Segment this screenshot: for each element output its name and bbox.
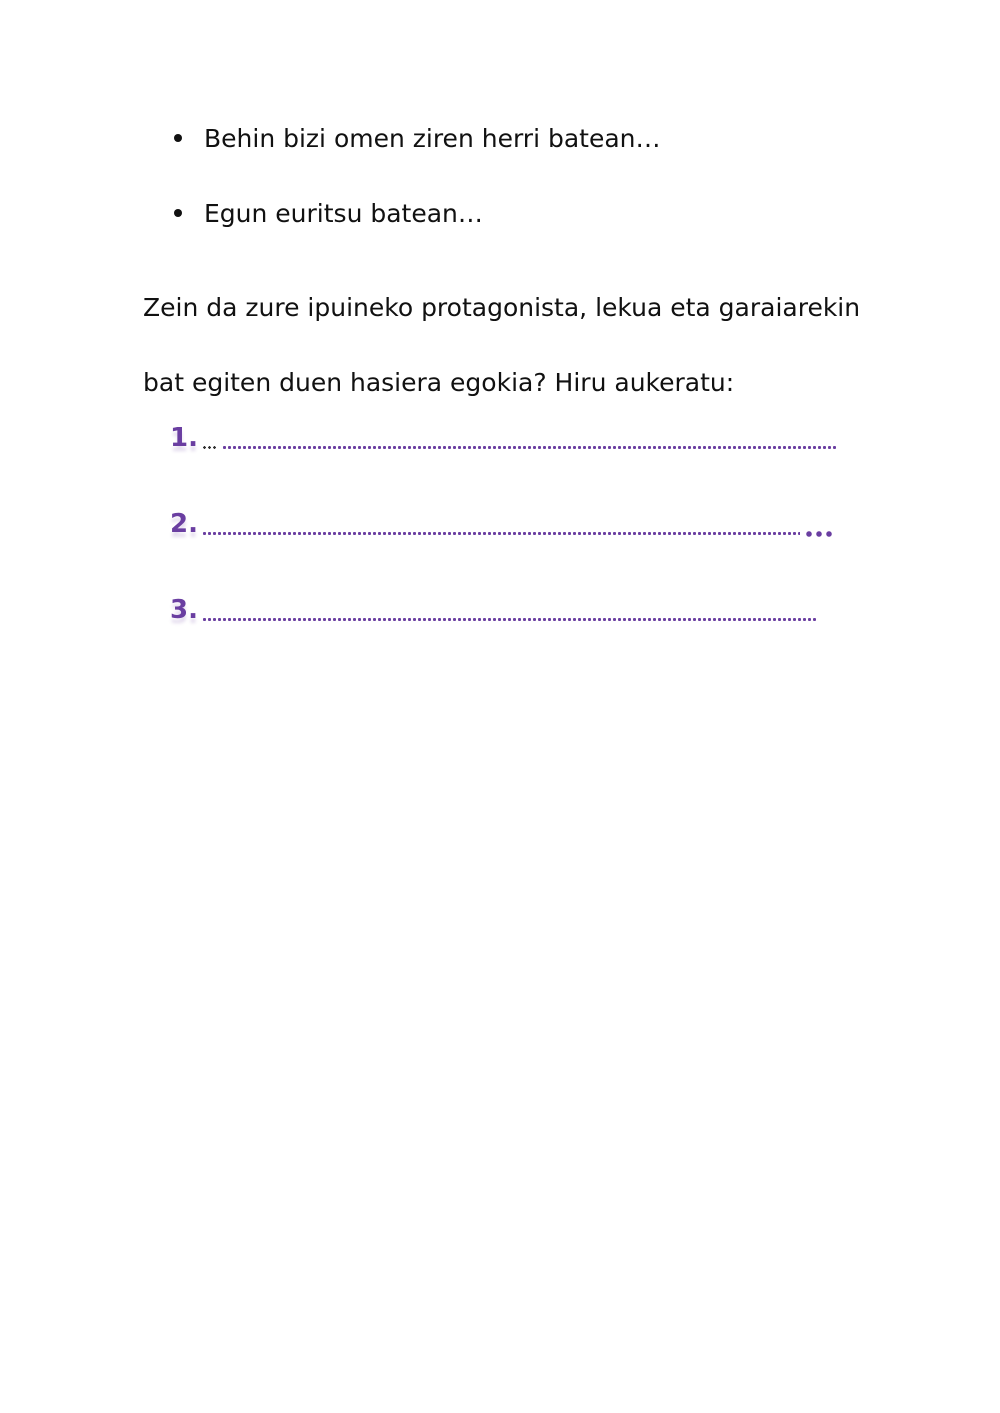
- dotted-line: [202, 531, 800, 536]
- answer-row-3: [170, 590, 870, 676]
- bullet-icon: [174, 134, 182, 142]
- answer-blank-3[interactable]: [202, 590, 842, 630]
- question-line-1: Zein da zure ipuineko protagonista, lekua eta garaiarekin: [143, 293, 861, 322]
- question-text: [143, 270, 883, 420]
- bullet-text: Egun euritsu batean…: [204, 198, 483, 228]
- leading-dots: [202, 446, 218, 449]
- dotted-line: [202, 617, 817, 622]
- bullet-list: [170, 118, 661, 268]
- answer-blank-1[interactable]: [202, 418, 842, 458]
- answer-row-2: [170, 504, 870, 590]
- dotted-line: [222, 445, 837, 450]
- answer-row-1: [170, 418, 870, 504]
- question-line-2: bat egiten duen hasiera egokia? Hiru aukeratu:: [143, 368, 735, 397]
- bullet-text: Behin bizi omen ziren herri batean…: [204, 123, 661, 153]
- bullet-item: [170, 193, 661, 233]
- answer-number: 1.: [170, 423, 198, 453]
- trailing-dots: [804, 531, 834, 537]
- bullet-item: [170, 118, 661, 158]
- answer-list: [170, 418, 870, 676]
- answer-blank-2[interactable]: [202, 504, 842, 544]
- answer-number: 2.: [170, 509, 198, 539]
- answer-number: 3.: [170, 595, 198, 625]
- bullet-icon: [174, 209, 182, 217]
